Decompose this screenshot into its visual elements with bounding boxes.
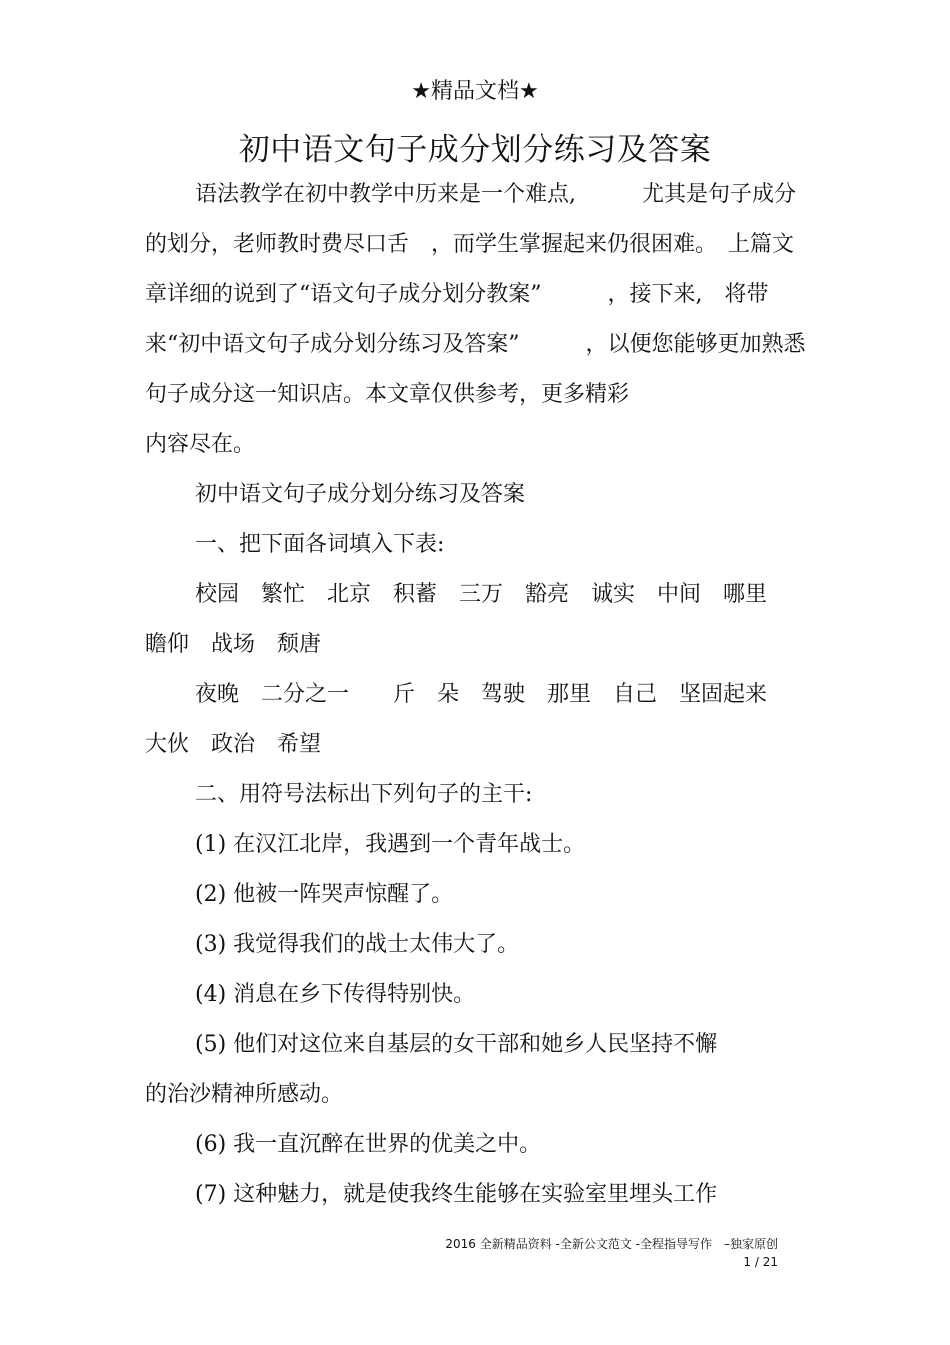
section-heading-1: 一、把下面各词填入下表: (195, 532, 445, 557)
sentence-4: (4) 消息在乡下传得特别快。 (195, 982, 476, 1007)
intro-paragraph: 语法教学在初中教学中历来是一个难点, 尤其是句子成分的划分，老师教时费尽口舌 ，而学生掌握起来仍很困难。 上篇文章详细的说到了“语文句子成分划分教案” ，接下来, 将带来“初中语文句子成分划分练习及答案” ，以便您能够更加熟悉句子成分这一知识店。本文章仅供参考，更多精彩 (145, 182, 806, 407)
intro-tail: 内容尽在。 (145, 432, 256, 457)
page-footer (145, 1235, 778, 1271)
sentence-5-cont: 的治沙精神所感动。 (145, 1082, 344, 1107)
sentence-6: (6) 我一直沉醉在世界的优美之中。 (195, 1132, 542, 1157)
footer-caption: 2016 全新精品资料 -全新公文范文 -全程指导写作 –独家原创 (445, 1237, 778, 1251)
word-list-2: 夜晚 二分之一 斤 朵 驾驶 那里 自己 坚固起来 大伙 政治 希望 (145, 682, 790, 757)
section-heading-2: 二、用符号法标出下列句子的主干: (195, 782, 533, 807)
document-body (145, 170, 810, 1220)
sentence-3: (3) 我觉得我们的战士太伟大了。 (195, 932, 520, 957)
sentence-1: (1) 在汉江北岸，我遇到一个青年战士。 (195, 832, 586, 857)
sentence-5: (5) 他们对这位来自基层的女干部和她乡人民坚持不懈 (195, 1032, 718, 1057)
sentence-7: (7) 这种魅力，就是使我终生能够在实验室里埋头工作 (195, 1182, 718, 1207)
document-title: 初中语文句子成分划分练习及答案 (238, 132, 712, 168)
subtitle: 初中语文句子成分划分练习及答案 (195, 482, 526, 507)
word-list-1: 校园 繁忙 北京 积蓄 三万 豁亮 诚实 中间 哪里 瞻仰 战场 颓唐 (145, 582, 790, 657)
page-number: 1 / 21 (743, 1255, 778, 1269)
page-header: ★精品文档★ (411, 79, 539, 104)
sentence-2: (2) 他被一阵哭声惊醒了。 (195, 882, 454, 907)
